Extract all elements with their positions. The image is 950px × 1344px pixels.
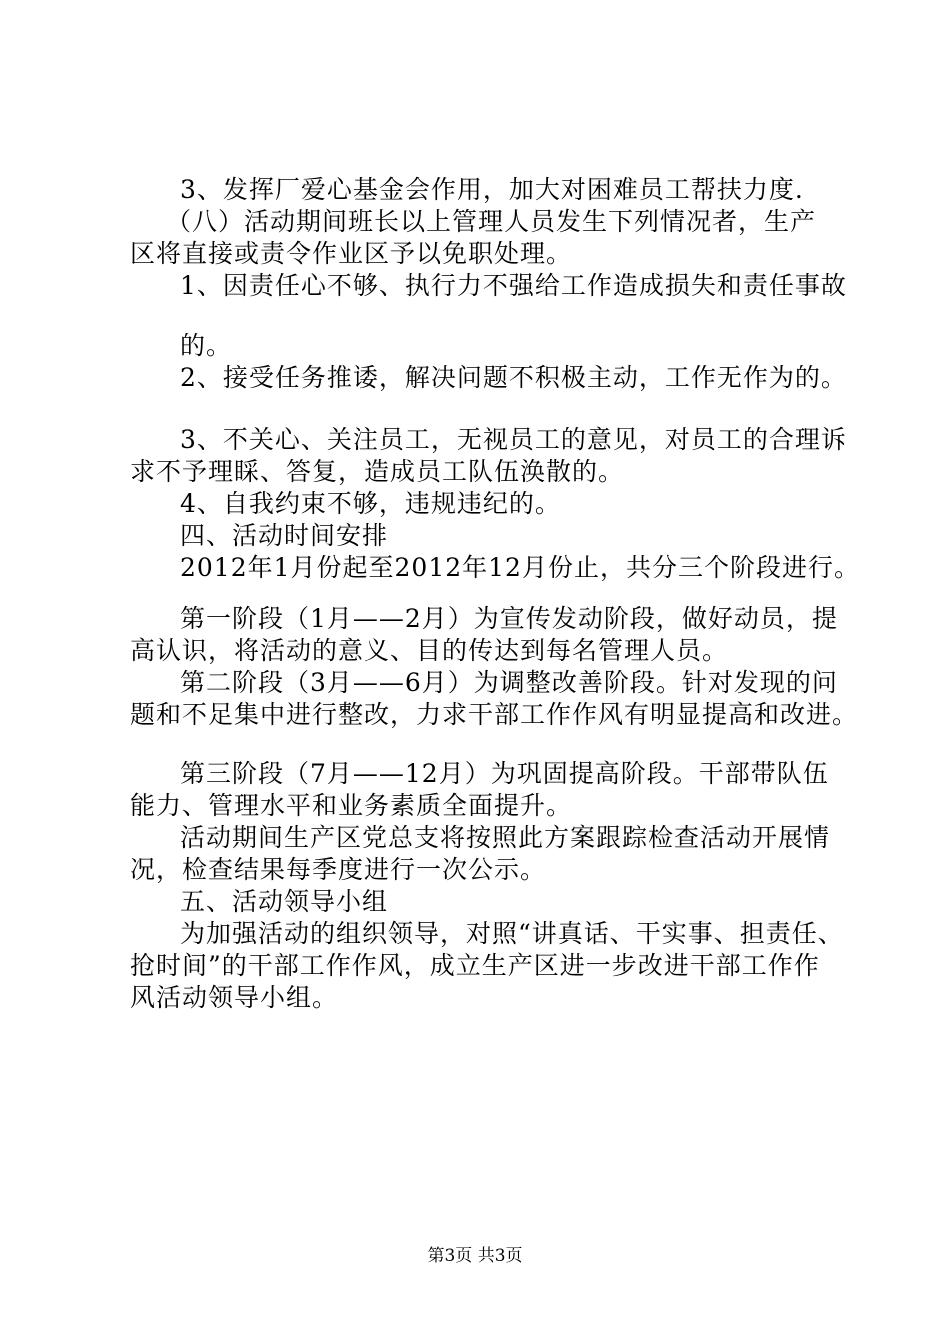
text-line: 的。 bbox=[180, 331, 233, 360]
text-line: 2、接受任务推诿，解决问题不积极主动，工作无作为的。 bbox=[180, 363, 847, 392]
text-line: （八）活动期间班长以上管理人员发生下列情况者，生产 bbox=[166, 207, 817, 236]
text-line: 风活动领导小组。 bbox=[130, 983, 339, 1012]
text-line: 为加强活动的组织领导，对照“讲真话、干实事、担责任、 bbox=[180, 919, 844, 948]
text-line: 3、不关心、关注员工，无视员工的意见，对员工的合理诉 bbox=[180, 425, 847, 454]
text-line: 活动期间生产区党总支将按照此方案跟踪检查活动开展情 bbox=[180, 823, 831, 852]
text-line: 第二阶段（3月——6月）为调整改善阶段。针对发现的问 bbox=[180, 668, 838, 697]
text-line: 4、自我约束不够，违规违纪的。 bbox=[180, 489, 561, 518]
text-line: 3、发挥厂爱心基金会作用，加大对困难员工帮扶力度. bbox=[180, 175, 804, 204]
page-footer: 第3页 共3页 bbox=[427, 1246, 523, 1266]
text-line: 能力、管理水平和业务素质全面提升。 bbox=[130, 791, 573, 820]
section-heading: 五、活动领导小组 bbox=[180, 887, 389, 916]
text-line: 第一阶段（1月——2月）为宣传发动阶段，做好动员，提 bbox=[180, 604, 838, 633]
text-line: 第三阶段（7月——12月）为巩固提高阶段。干部带队伍 bbox=[180, 759, 829, 788]
text-line: 区将直接或责令作业区予以免职处理。 bbox=[130, 239, 573, 268]
text-line: 高认识，将活动的意义、目的传达到每名管理人员。 bbox=[130, 636, 729, 665]
text-line: 况，检查结果每季度进行一次公示。 bbox=[130, 855, 547, 884]
text-line: 1、因责任心不够、执行力不强给工作造成损失和责任事故 bbox=[180, 271, 847, 300]
text-line: 求不予理睬、答复，造成员工队伍涣散的。 bbox=[130, 457, 625, 486]
text-line: 题和不足集中进行整改，力求干部工作作风有明显提高和改进。 bbox=[130, 700, 859, 729]
text-line: 2012年1月份起至2012年12月份止，共分三个阶段进行。 bbox=[180, 553, 860, 582]
text-line: 抢时间”的干部工作作风，成立生产区进一步改进干部工作作 bbox=[130, 951, 820, 980]
section-heading: 四、活动时间安排 bbox=[180, 521, 389, 550]
